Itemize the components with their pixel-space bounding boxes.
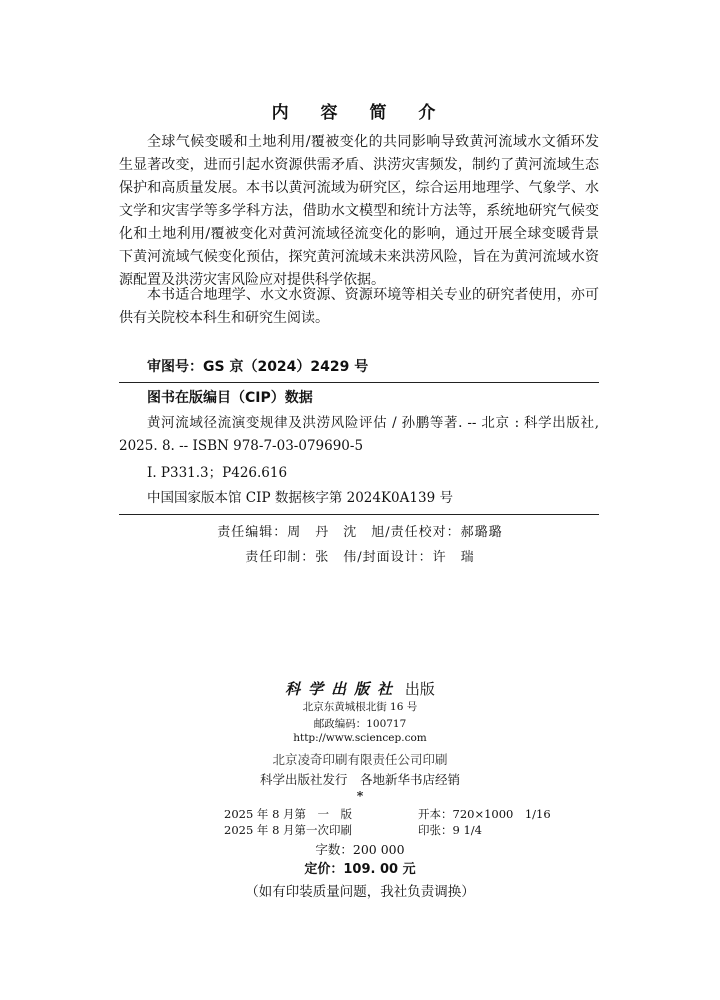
publisher-address: 北京东黄城根北街 16 号	[302, 701, 418, 713]
page-title: 内 容 简 介	[271, 103, 449, 123]
distribution: 科学出版社发行 各地新华书店经销	[259, 772, 460, 787]
cip-heading: 图书在版编目（CIP）数据	[147, 390, 313, 406]
intro-paragraph-1	[119, 131, 599, 292]
publisher-suffix: 出版	[400, 680, 435, 698]
intro-text-1: 全球气候变暖和土地利用/覆被变化的共同影响导致黄河流域水文循环发生显著改变，进而引起水资源供需矛盾、洪涝灾害频发，制约了黄河流域生态保护和高质量发展。本书以黄河流域为研究区，综合运用地理学、气象学、水文学和灾害学等多学科方法，借助水文模型和统计方法等，系统地研究气候变化和土地利用/覆被变化对黄河流域径流变化的影响，通过开展全球变暖背景下黄河流域气候变化预估，探究黄河流域未来洪涝风险，旨在为黄河流域水资源配置及洪涝灾害风险应对提供科学依据。	[119, 134, 599, 288]
quality-note: （如有印装质量问题，我社负责调换）	[245, 884, 475, 900]
price: 定价：109. 00 元	[304, 862, 416, 877]
editor-credits: 责任编辑：周 丹 沈 旭/责任校对：郝璐璐	[217, 525, 503, 540]
cip-verification: 中国国家版本馆 CIP 数据核字第 2024K0A139 号	[147, 490, 453, 506]
format-info: 开本：720×1000 1/16	[418, 807, 551, 821]
separator-star: *	[356, 788, 364, 803]
publisher-line	[0, 678, 720, 699]
sheets-info: 印张：9 1/4	[418, 823, 482, 837]
intro-paragraph-2	[119, 284, 599, 330]
word-count: 字数：200 000	[315, 842, 405, 857]
printer: 北京凌奇印刷有限责任公司印刷	[272, 752, 448, 767]
edition-info: 2025 年 8 月第 一 版	[224, 807, 353, 821]
intro-text-2: 本书适合地理学、水文水资源、资源环境等相关专业的研究者使用，亦可供有关院校本科生和研究生阅读。	[119, 287, 599, 326]
cip-entry: 黄河流域径流演变规律及洪涝风险评估 / 孙鹏等著. -- 北京 : 科学出版社, 2025. 8. -- ISBN 978-7-03-079690-5	[119, 415, 599, 454]
publisher-logo: 科学出版社	[285, 680, 401, 698]
publisher-url: http://www.sciencep.com	[293, 732, 427, 744]
divider-bottom	[119, 514, 599, 515]
map-approval-number: 审图号：GS 京（2024）2429 号	[147, 359, 369, 375]
cip-classification: Ⅰ. P331.3；P426.616	[147, 465, 288, 481]
divider-top	[119, 382, 599, 383]
production-credits: 责任印制：张 伟/封面设计：许 瑞	[245, 550, 475, 565]
printing-info: 2025 年 8 月第一次印刷	[224, 823, 353, 837]
postal-code: 邮政编码：100717	[313, 718, 407, 730]
